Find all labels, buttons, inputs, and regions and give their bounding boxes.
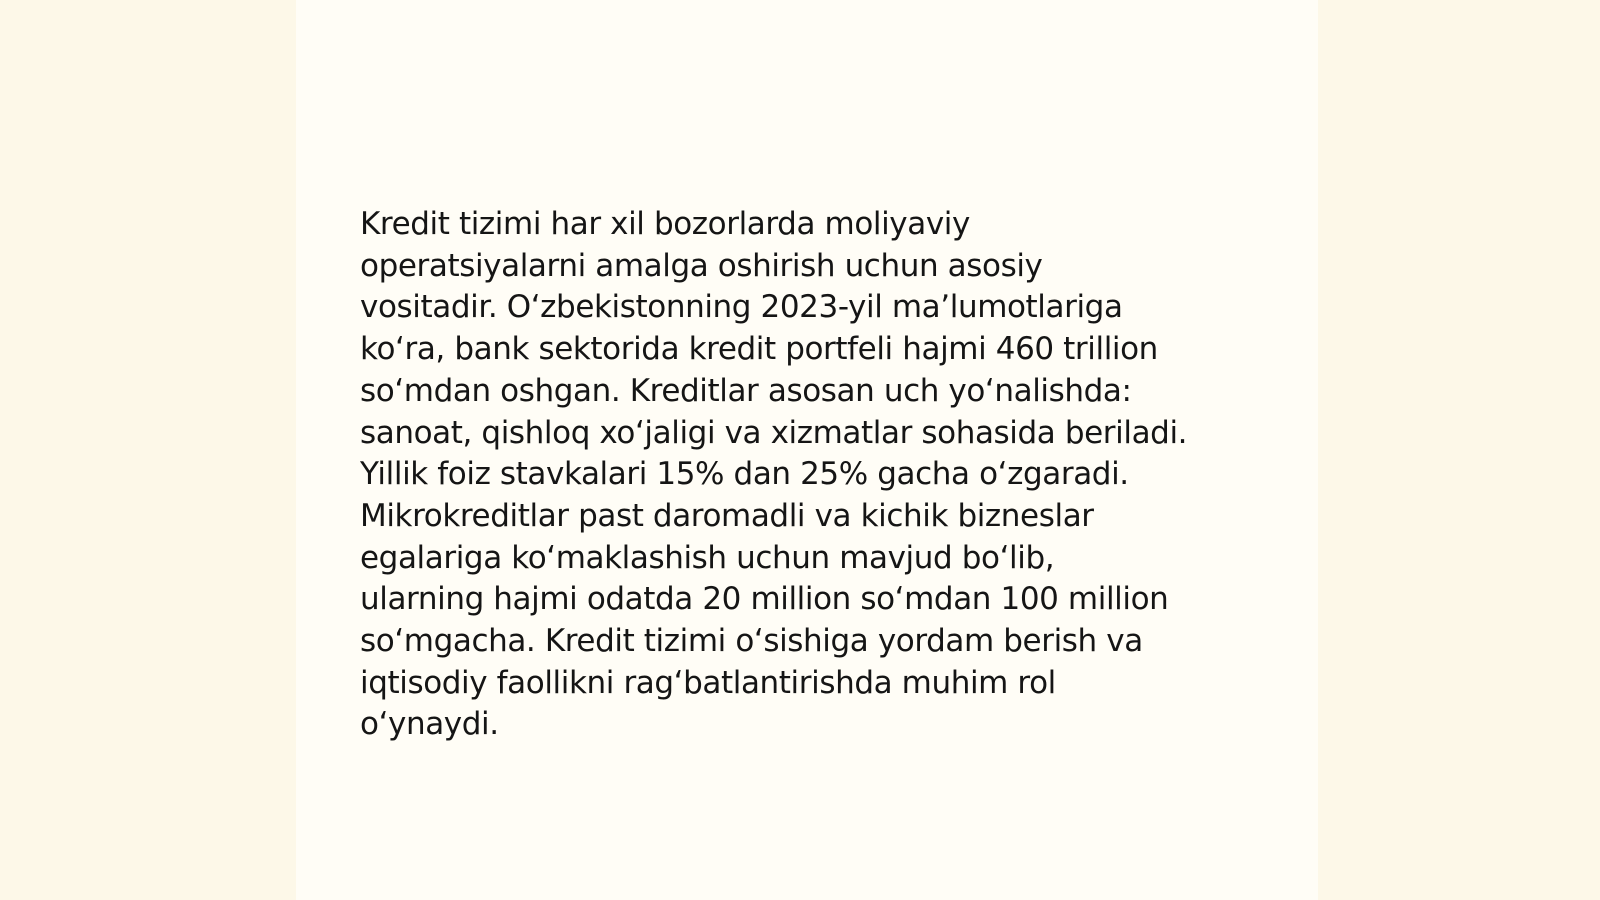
document-page	[296, 0, 1318, 900]
body-paragraph: Kredit tizimi har xil bozorlarda moliyaviy operatsiyalarni amalga oshirish uchun asosiy vositadir. O‘zbekistonning 2023-yil ma’lumotlariga ko‘ra, bank sektorida kredit portfeli hajmi 460 trillion so‘mdan oshgan. Kreditlar asosan uch yo‘nalishda: sanoat, qishloq xo‘jaligi va xizmatlar sohasida beriladi. Yillik foiz stavkalari 15% dan 25% gacha o‘zgaradi. Mikrokreditlar past daromadli va kichik bizneslar egalariga ko‘maklashish uchun mavjud bo‘lib, ularning hajmi odatda 20 million so‘mdan 100 million so‘mgacha. Kredit tizimi o‘sishiga yordam berish va iqtisodiy faollikni rag‘batlantirishda muhim rol o‘ynaydi.	[360, 206, 1188, 743]
